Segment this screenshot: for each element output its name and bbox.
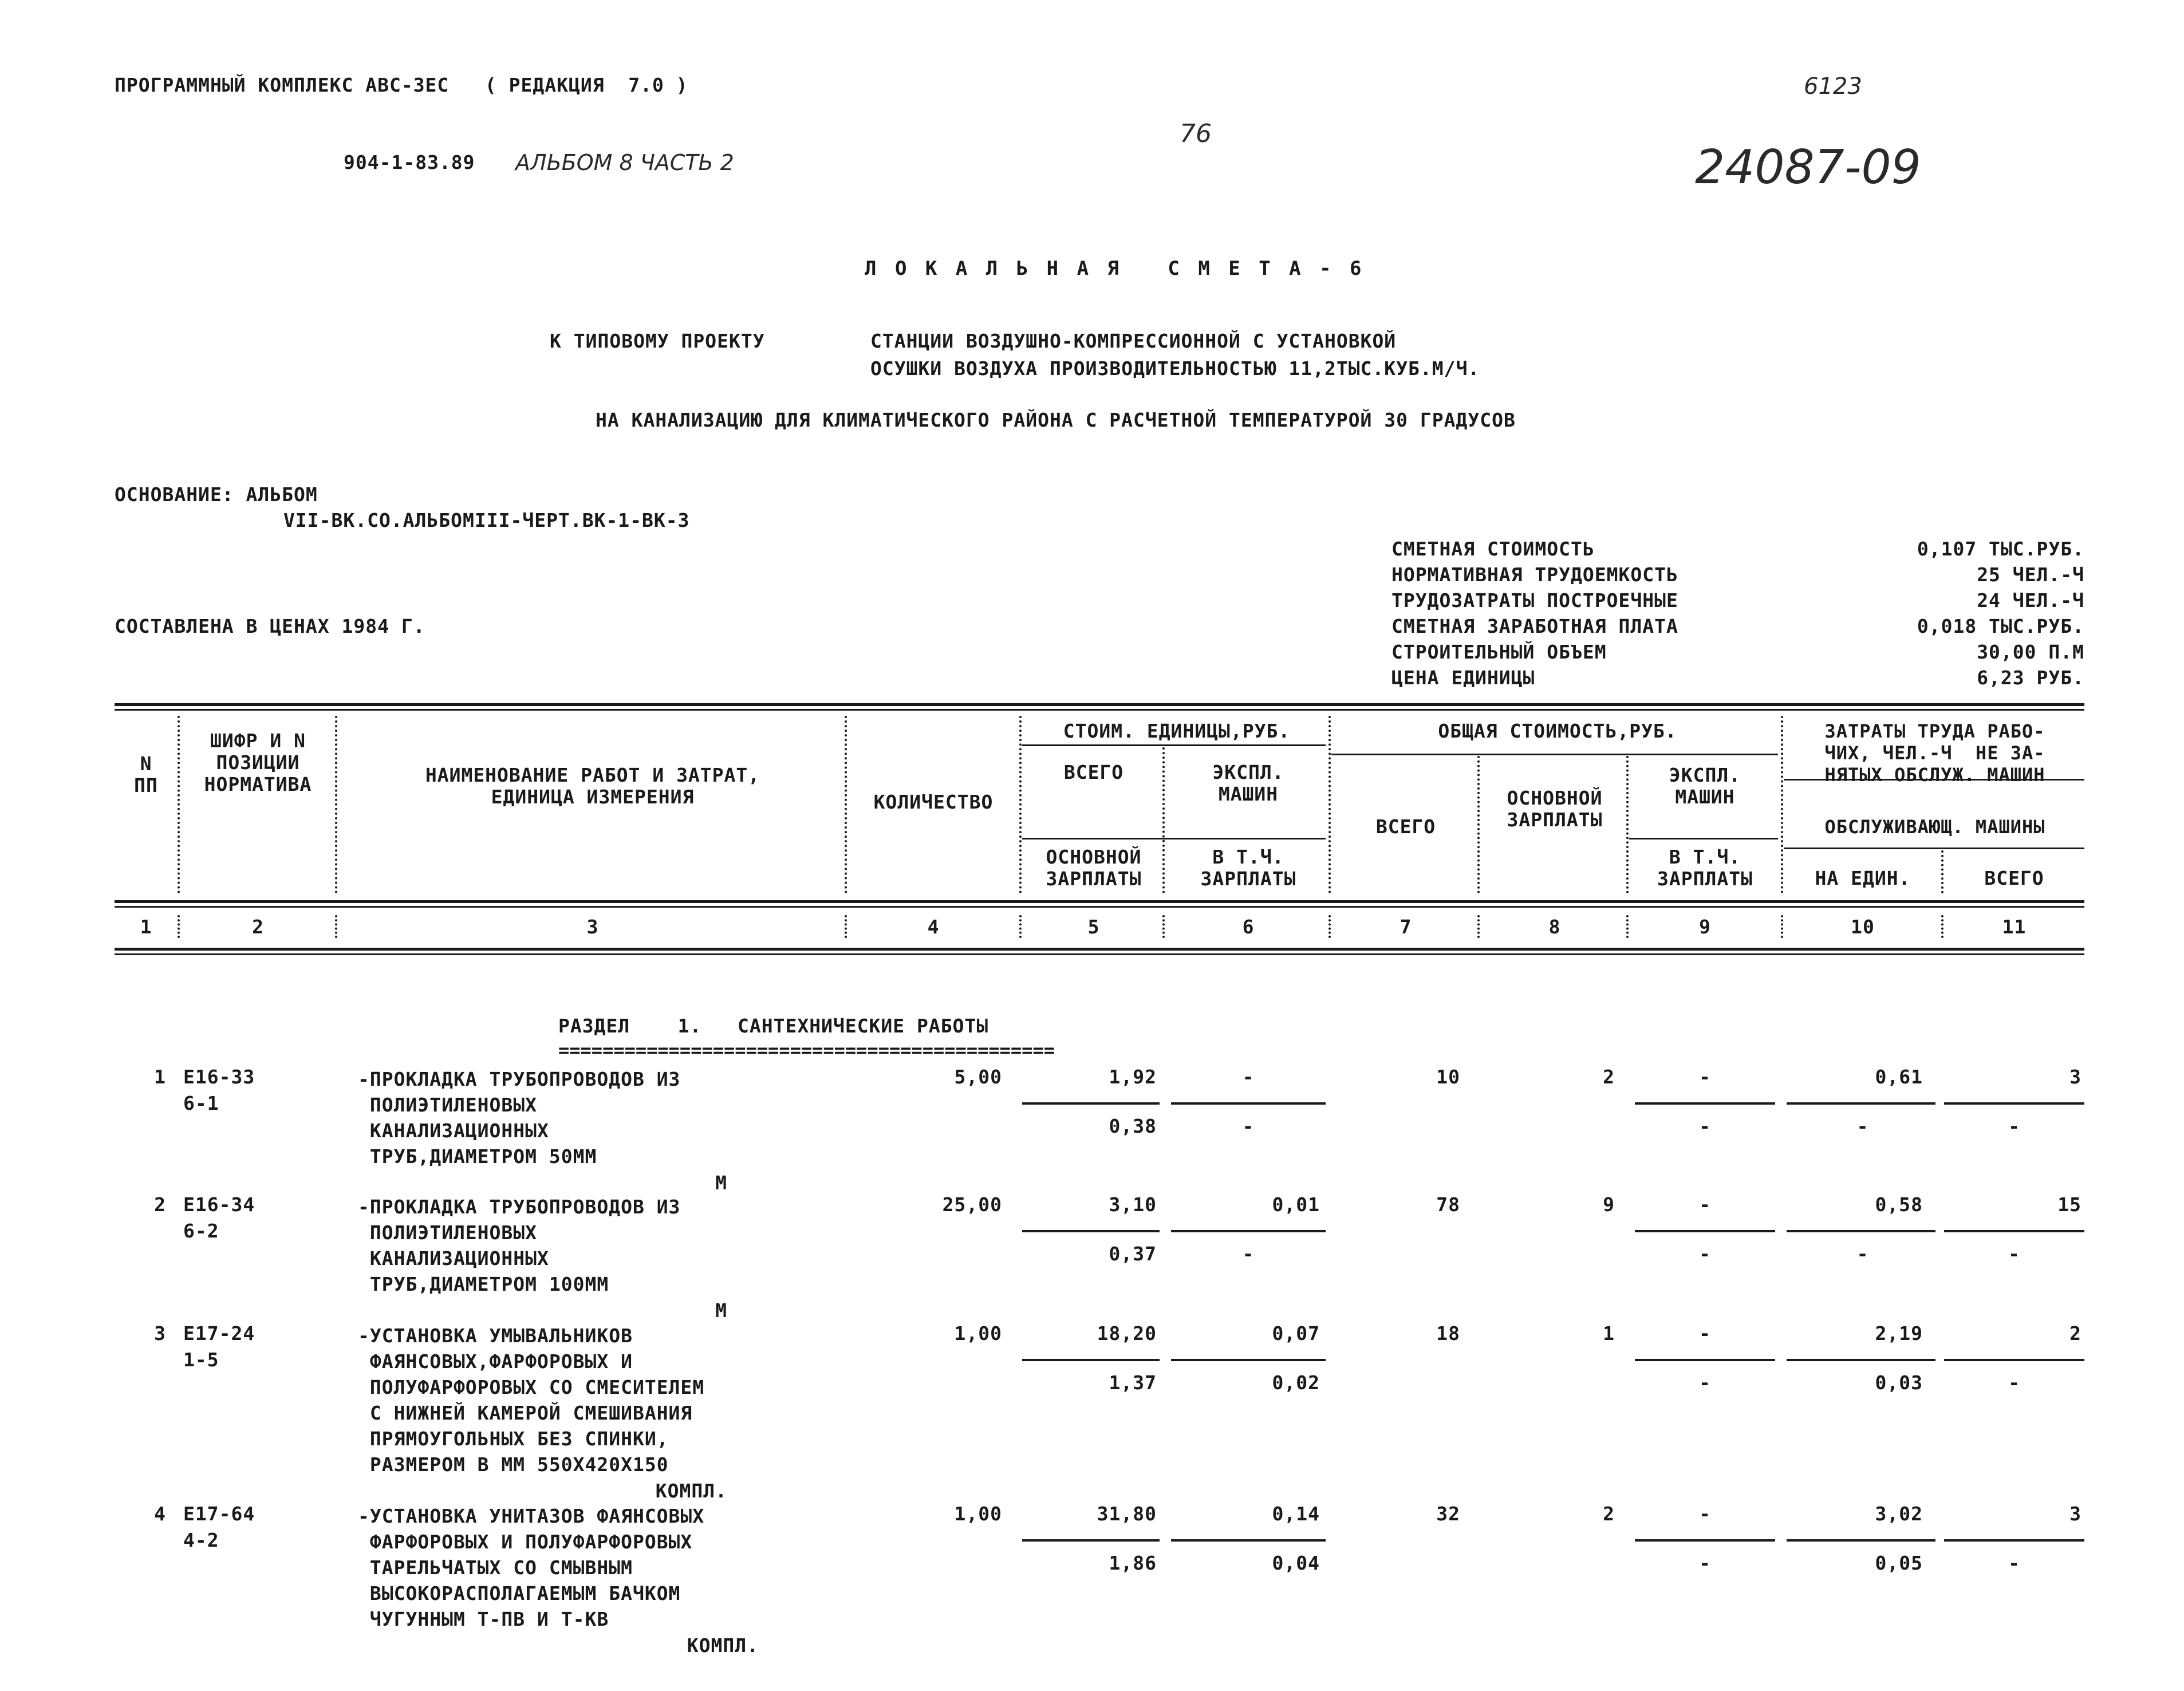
row-unit: КОМПЛ. [655, 1480, 727, 1502]
column-divider [1626, 915, 1629, 938]
column-divider [1328, 915, 1331, 938]
row-code: Е16-33 [183, 1066, 255, 1088]
basis-line-2: VII-ВК.СО.АЛЬБОМIII-ЧЕРТ.ВК-1-ВК-3 [283, 509, 690, 531]
row-total-basic-pay: 9 [1603, 1193, 1615, 1216]
summary-label: НОРМАТИВНАЯ ТРУДОЕМКОСТЬ [1391, 563, 1678, 586]
column-divider [1626, 756, 1629, 893]
row-total-incl-pay: - [1699, 1552, 1711, 1574]
summary-value: 6,23 РУБ. [1977, 667, 2084, 689]
row-total-machines: - [1699, 1193, 1711, 1216]
project-label: К ТИПОВОМУ ПРОЕКТУ [550, 330, 765, 352]
row-work-name: -ПРОКЛАДКА ТРУБОПРОВОДОВ ИЗ ПОЛИЭТИЛЕНОВЫХ КАНАЛИЗАЦИОННЫХ ТРУБ,ДИАМЕТРОМ 100ММ [358, 1196, 681, 1295]
column-number: 2 [252, 916, 264, 938]
row-labor-total: 2 [2069, 1322, 2081, 1345]
header-unit-incl-pay: В Т.Ч. ЗАРПЛАТЫ [1200, 846, 1296, 890]
column-number: 10 [1851, 916, 1875, 938]
header-total-all: ВСЕГО [1375, 815, 1436, 838]
row-unit-incl-pay: - [1242, 1243, 1255, 1265]
row-number: 3 [154, 1322, 166, 1345]
row-unit-incl-pay: 0,04 [1272, 1552, 1320, 1574]
header-unit-basic-pay: ОСНОВНОЙ ЗАРПЛАТЫ [1046, 846, 1142, 890]
header-col-code: ШИФР И N ПОЗИЦИИ НОРМАТИВА [204, 730, 312, 795]
column-number: 7 [1400, 916, 1412, 938]
summary-value: 24 ЧЕЛ.-Ч [1977, 589, 2084, 612]
summary-value: 25 ЧЕЛ.-Ч [1977, 563, 2084, 586]
row-unit-basic-pay: 0,38 [1109, 1115, 1157, 1137]
column-divider [1162, 915, 1165, 938]
cell-divider [1171, 1359, 1326, 1361]
column-divider [1019, 716, 1022, 893]
column-number: 5 [1087, 916, 1100, 938]
summary-value: 30,00 П.М [1977, 641, 2084, 663]
row-total: 10 [1436, 1066, 1460, 1088]
header-labor-machines: ОБСЛУЖИВАЮЩ. МАШИНЫ [1824, 816, 2045, 838]
column-divider [178, 915, 180, 938]
row-total-incl-pay: - [1699, 1243, 1711, 1265]
row-total-incl-pay: - [1699, 1371, 1711, 1394]
row-unit: КОМПЛ. [687, 1634, 759, 1657]
inventory-number: 24087-09 [1695, 140, 1921, 195]
row-total: 78 [1436, 1193, 1460, 1216]
header-rule-mid-2 [115, 906, 2084, 908]
row-total-machines: - [1699, 1066, 1711, 1088]
cell-divider [1022, 1102, 1160, 1105]
row-code-position: 6-1 [183, 1092, 219, 1114]
row-unit-cost: 18,20 [1097, 1322, 1157, 1345]
column-divider [845, 716, 847, 893]
column-number: 9 [1699, 916, 1711, 938]
row-total-basic-pay: 2 [1603, 1503, 1615, 1525]
header-total-incl-pay: В Т.Ч. ЗАРПЛАТЫ [1657, 846, 1753, 890]
row-labor-machines-total: - [2008, 1552, 2020, 1574]
header-rule-bottom-2 [115, 953, 2084, 955]
column-divider [845, 915, 847, 938]
row-unit-machines: - [1242, 1066, 1255, 1088]
column-divider [1941, 915, 1943, 938]
header-rule-inner [1331, 754, 1778, 755]
row-code-position: 6-2 [183, 1220, 219, 1242]
column-divider [1162, 747, 1165, 893]
row-labor-machines-total: - [2008, 1115, 2020, 1137]
summary-label: СМЕТНАЯ ЗАРАБОТНАЯ ПЛАТА [1391, 615, 1678, 637]
project-line-2: ОСУШКИ ВОЗДУХА ПРОИЗВОДИТЕЛЬНОСТЬЮ 11,2ТЫС.КУБ.М/Ч. [870, 357, 1480, 380]
cell-divider [1022, 1539, 1160, 1542]
row-total-basic-pay: 1 [1603, 1322, 1615, 1345]
row-unit: М [715, 1299, 727, 1322]
row-code: Е17-64 [183, 1503, 255, 1525]
header-col-name: НАИМЕНОВАНИЕ РАБОТ И ЗАТРАТ, ЕДИНИЦА ИЗМЕРЕНИЯ [425, 764, 760, 808]
header-rule-inner [1022, 744, 1326, 746]
sheet-number: 6123 [1804, 73, 1862, 100]
row-unit-machines: 0,07 [1272, 1322, 1320, 1345]
row-labor-total: 3 [2069, 1503, 2081, 1525]
header-labor: ЗАТРАТЫ ТРУДА РАБО- ЧИХ, ЧЕЛ.-Ч НЕ ЗА- НЯТЫХ ОБСЛУЖ. МАШИН [1824, 720, 2045, 786]
row-unit: М [715, 1172, 727, 1194]
row-labor-per-unit: 0,58 [1875, 1193, 1923, 1216]
row-quantity: 5,00 [954, 1066, 1002, 1088]
row-number: 2 [154, 1193, 166, 1216]
row-work-name: -УСТАНОВКА УНИТАЗОВ ФАЯНСОВЫХ ФАРФОРОВЫХ И ПОЛУФАРФОРОВЫХ ТАРЕЛЬЧАТЫХ СО СМЫВНЫМ ВЫСОКОРАСПОЛАГАЕМЫМ БАЧКОМ ЧУГУННЫМ Т-ПВ И Т-КВ [358, 1505, 705, 1630]
page-number: 76 [1180, 119, 1212, 148]
header-unit-all: ВСЕГО [1063, 761, 1124, 783]
summary-label: СМЕТНАЯ СТОИМОСТЬ [1391, 538, 1595, 560]
row-quantity: 25,00 [942, 1193, 1002, 1216]
section-underline: ============================================= [558, 1039, 1055, 1061]
row-labor-machines-per-unit: 0,03 [1875, 1371, 1923, 1394]
row-labor-machines-per-unit: 0,05 [1875, 1552, 1923, 1574]
cell-divider [1171, 1539, 1326, 1542]
row-work-name: -УСТАНОВКА УМЫВАЛЬНИКОВ ФАЯНСОВЫХ,ФАРФОРОВЫХ И ПОЛУФАРФОРОВЫХ СО СМЕСИТЕЛЕМ С НИЖНЕЙ КАМЕРОЙ СМЕШИВАНИЯ ПРЯМОУГОЛЬНЫХ БЕЗ СПИНКИ, РАЗМЕРОМ В ММ 550Х420Х150 [358, 1325, 705, 1476]
header-rule-mid [115, 900, 2084, 903]
row-labor-per-unit: 0,61 [1875, 1066, 1923, 1088]
row-total-machines: - [1699, 1322, 1711, 1345]
cell-divider [1787, 1102, 1935, 1105]
row-work-name: -ПРОКЛАДКА ТРУБОПРОВОДОВ ИЗ ПОЛИЭТИЛЕНОВЫХ КАНАЛИЗАЦИОННЫХ ТРУБ,ДИАМЕТРОМ 50ММ [358, 1068, 681, 1168]
column-divider [1781, 716, 1783, 893]
header-rule-bottom [115, 948, 2084, 951]
column-number: 3 [586, 916, 599, 938]
summary-label: ЦЕНА ЕДИНИЦЫ [1391, 667, 1535, 689]
row-unit-incl-pay: - [1242, 1115, 1255, 1137]
program-title: ПРОГРАММНЫЙ КОМПЛЕКС АВС-3ЕС ( РЕДАКЦИЯ 7.0 ) [115, 74, 688, 96]
row-labor-per-unit: 3,02 [1875, 1503, 1923, 1525]
row-unit-machines: 0,01 [1272, 1193, 1320, 1216]
row-unit-incl-pay: 0,02 [1272, 1371, 1320, 1394]
row-unit-basic-pay: 1,86 [1109, 1552, 1157, 1574]
column-divider [1477, 756, 1480, 893]
header-unit-cost: СТОИМ. ЕДИНИЦЫ,РУБ. [1063, 720, 1291, 742]
header-total-machines: ЭКСПЛ. МАШИН [1669, 764, 1741, 808]
row-unit-cost: 1,92 [1109, 1066, 1157, 1088]
cell-divider [1635, 1230, 1775, 1232]
header-total-basic-pay: ОСНОВНОЙ ЗАРПЛАТЫ [1507, 787, 1603, 831]
column-divider [178, 716, 180, 893]
column-number: 8 [1548, 916, 1561, 938]
row-number: 1 [154, 1066, 166, 1088]
header-unit-machines: ЭКСПЛ. МАШИН [1212, 761, 1284, 805]
row-code: Е16-34 [183, 1193, 255, 1216]
summary-label: СТРОИТЕЛЬНЫЙ ОБЪЕМ [1391, 641, 1607, 663]
row-total: 18 [1436, 1322, 1460, 1345]
row-total: 32 [1436, 1503, 1460, 1525]
row-labor-machines-total: - [2008, 1243, 2020, 1265]
cell-divider [1944, 1359, 2084, 1361]
header-rule-inner [1784, 848, 2084, 849]
row-labor-machines-total: - [2008, 1371, 2020, 1394]
cell-divider [1022, 1230, 1160, 1232]
column-divider [1477, 915, 1480, 938]
column-divider [1941, 850, 1943, 893]
header-labor-per-unit: НА ЕДИН. [1815, 867, 1911, 889]
row-labor-machines-per-unit: - [1856, 1115, 1869, 1137]
row-code-position: 4-2 [183, 1529, 219, 1551]
cell-divider [1022, 1359, 1160, 1361]
row-unit-machines: 0,14 [1272, 1503, 1320, 1525]
cell-divider [1944, 1539, 2084, 1542]
cell-divider [1171, 1102, 1326, 1105]
column-divider [335, 716, 337, 893]
cell-divider [1787, 1230, 1935, 1232]
cell-divider [1944, 1230, 2084, 1232]
cell-divider [1787, 1359, 1935, 1361]
column-number: 6 [1242, 916, 1255, 938]
summary-value: 0,107 ТЫС.РУБ. [1917, 538, 2084, 560]
column-divider [1019, 915, 1022, 938]
cell-divider [1635, 1539, 1775, 1542]
row-code-position: 1-5 [183, 1349, 219, 1371]
header-total-cost: ОБЩАЯ СТОИМОСТЬ,РУБ. [1438, 720, 1677, 742]
row-total-machines: - [1699, 1503, 1711, 1525]
cell-divider [1944, 1102, 2084, 1105]
section-title: РАЗДЕЛ 1. САНТЕХНИЧЕСКИЕ РАБОТЫ [558, 1015, 989, 1037]
estimate-subject: НА КАНАЛИЗАЦИЮ ДЛЯ КЛИМАТИЧЕСКОГО РАЙОНА С РАСЧЕТНОЙ ТЕМПЕРАТУРОЙ 30 ГРАДУСОВ [596, 409, 1516, 431]
summary-label: ТРУДОЗАТРАТЫ ПОСТРОЕЧНЫЕ [1391, 589, 1678, 612]
column-number: 11 [2002, 916, 2027, 938]
header-rule-inner [1022, 838, 1326, 839]
header-col-number: N ПП [134, 752, 158, 797]
column-divider [1328, 716, 1331, 893]
document-code: 904-1-83.89 [344, 151, 475, 174]
basis-line-1: ОСНОВАНИЕ: АЛЬБОМ [115, 483, 318, 506]
row-code: Е17-24 [183, 1322, 255, 1345]
cell-divider [1787, 1539, 1935, 1542]
cell-divider [1171, 1230, 1326, 1232]
column-number: 4 [927, 916, 940, 938]
row-quantity: 1,00 [954, 1322, 1002, 1345]
column-divider [335, 915, 337, 938]
row-total-incl-pay: - [1699, 1115, 1711, 1137]
header-rule-top-2 [115, 709, 2084, 711]
row-unit-cost: 3,10 [1109, 1193, 1157, 1216]
album-note: АЛЬБОМ 8 ЧАСТЬ 2 [515, 150, 734, 175]
row-unit-basic-pay: 0,37 [1109, 1243, 1157, 1265]
row-number: 4 [154, 1503, 166, 1525]
price-base: СОСТАВЛЕНА В ЦЕНАХ 1984 Г. [115, 615, 425, 637]
header-rule-top [115, 703, 2084, 706]
cell-divider [1635, 1102, 1775, 1105]
header-labor-all: ВСЕГО [1984, 867, 2044, 889]
row-labor-total: 3 [2069, 1066, 2081, 1088]
column-number: 1 [140, 916, 152, 938]
project-line-1: СТАНЦИИ ВОЗДУШНО-КОМПРЕССИОННОЙ С УСТАНОВКОЙ [870, 330, 1397, 352]
row-labor-per-unit: 2,19 [1875, 1322, 1923, 1345]
row-total-basic-pay: 2 [1603, 1066, 1615, 1088]
summary-value: 0,018 ТЫС.РУБ. [1917, 615, 2084, 637]
row-unit-cost: 31,80 [1097, 1503, 1157, 1525]
header-rule-inner [1629, 838, 1778, 839]
column-divider [1781, 915, 1783, 938]
row-unit-basic-pay: 1,37 [1109, 1371, 1157, 1394]
row-quantity: 1,00 [954, 1503, 1002, 1525]
cell-divider [1635, 1359, 1775, 1361]
row-labor-total: 15 [2057, 1193, 2081, 1216]
row-labor-machines-per-unit: - [1856, 1243, 1869, 1265]
header-col-quantity: КОЛИЧЕСТВО [873, 791, 994, 813]
document-title: Л О К А Л Ь Н А Я С М Е Т А - 6 [865, 257, 1365, 280]
